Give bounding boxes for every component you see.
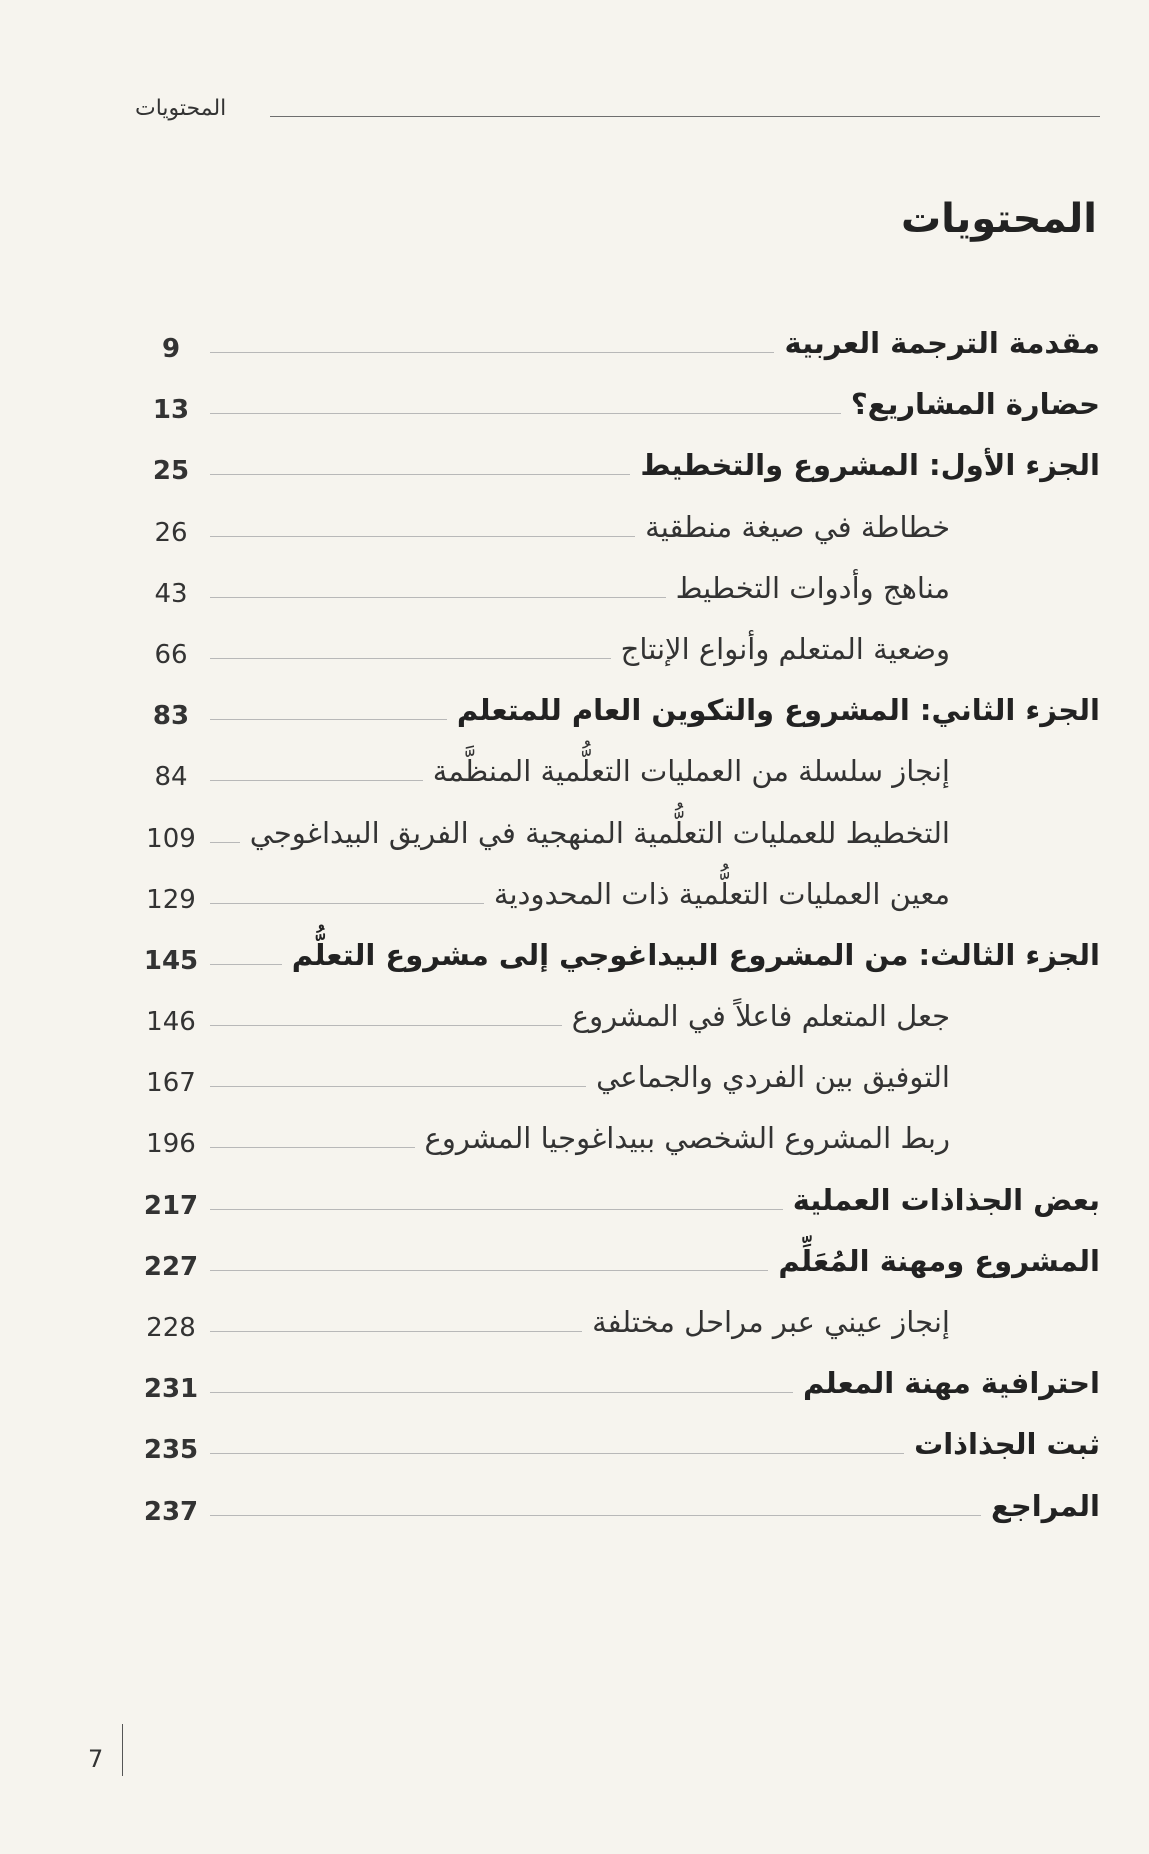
toc-leader-line xyxy=(210,964,282,965)
toc-page-number: 109 xyxy=(146,823,196,854)
toc-entry-title: بعض الجذاذات العملية xyxy=(783,1183,1100,1217)
toc-entry-title: ربط المشروع الشخصي ببيداغوجيا المشروع xyxy=(415,1121,950,1155)
toc-leader-line xyxy=(210,536,635,537)
toc-entry-title: إنجاز عيني عبر مراحل مختلفة xyxy=(582,1305,950,1339)
toc-entry[interactable] xyxy=(140,871,1100,932)
toc-entry-title: التوفيق بين الفردي والجماعي xyxy=(586,1060,950,1094)
toc-entry-title: الجزء الثاني: المشروع والتكوين العام للمتعلم xyxy=(447,693,1100,727)
header-rule xyxy=(270,116,1100,117)
toc-entry[interactable] xyxy=(140,748,1100,809)
toc-page-number: 129 xyxy=(146,884,196,915)
toc-entry-title: إنجاز سلسلة من العمليات التعلُّمية المنظَّمة xyxy=(423,754,950,788)
toc-entry[interactable] xyxy=(140,810,1100,871)
toc-entry[interactable] xyxy=(140,993,1100,1054)
toc-entry-title: مقدمة الترجمة العربية xyxy=(774,326,1100,360)
toc-page-number: 146 xyxy=(146,1007,196,1038)
toc-entry[interactable] xyxy=(140,626,1100,687)
toc-leader-line xyxy=(210,1147,415,1148)
toc-page-number: 237 xyxy=(143,1496,199,1527)
toc-entry-title: التخطيط للعمليات التعلُّمية المنهجية في الفريق البيداغوجي xyxy=(240,816,950,850)
toc-entry[interactable] xyxy=(140,932,1100,993)
toc-page-number: 227 xyxy=(143,1251,199,1282)
toc-entry[interactable] xyxy=(140,687,1100,748)
toc-page-number: 43 xyxy=(154,578,188,609)
toc-leader-line xyxy=(210,780,423,781)
toc-page-number: 228 xyxy=(146,1313,196,1343)
toc-leader-line xyxy=(210,719,447,720)
toc-page-number: 13 xyxy=(152,395,190,426)
toc-entry[interactable] xyxy=(140,1054,1100,1115)
toc-entry-title: المراجع xyxy=(981,1489,1100,1523)
toc-page-number: 196 xyxy=(146,1129,196,1160)
page-title: المحتويات xyxy=(900,196,1097,242)
toc-page-number: 235 xyxy=(143,1435,199,1466)
toc-leader-line xyxy=(210,1025,562,1026)
toc-leader-line xyxy=(210,1209,783,1210)
toc-entry[interactable] xyxy=(140,1360,1100,1421)
toc-entry-title: وضعية المتعلم وأنواع الإنتاج xyxy=(611,632,950,666)
toc-page-number: 145 xyxy=(143,945,199,976)
toc-entry-title: الجزء الثالث: من المشروع البيداغوجي إلى مشروع التعلُّم xyxy=(282,938,1100,972)
toc-entry-title: معين العمليات التعلُّمية ذات المحدودية xyxy=(484,877,950,911)
toc-leader-line xyxy=(210,842,240,843)
folio-divider xyxy=(122,1724,123,1776)
running-header xyxy=(135,92,1100,132)
toc-page-number: 83 xyxy=(152,701,190,732)
toc-entry-title: حضارة المشاريع؟ xyxy=(841,387,1100,421)
toc-entry[interactable] xyxy=(140,442,1100,503)
toc-entry-title: احترافية مهنة المعلم xyxy=(793,1366,1100,1400)
toc-leader-line xyxy=(210,352,774,353)
toc-leader-line xyxy=(210,1453,904,1454)
toc-entry[interactable] xyxy=(140,1483,1100,1544)
toc-entry[interactable] xyxy=(140,381,1100,442)
toc-leader-line xyxy=(210,474,630,475)
toc-page-number: 217 xyxy=(143,1190,199,1221)
toc-entry-title: جعل المتعلم فاعلاً في المشروع xyxy=(562,999,950,1033)
toc-entry[interactable] xyxy=(140,504,1100,565)
toc-entry[interactable] xyxy=(140,1177,1100,1238)
running-title: المحتويات xyxy=(135,96,227,121)
toc-leader-line xyxy=(210,1270,768,1271)
toc-leader-line xyxy=(210,597,666,598)
toc-leader-line xyxy=(210,1331,582,1332)
toc-leader-line xyxy=(210,1392,793,1393)
toc-leader-line xyxy=(210,658,611,659)
toc-leader-line xyxy=(210,413,841,414)
page-number: 7 xyxy=(88,1745,104,1773)
toc-page-number: 167 xyxy=(146,1068,196,1099)
toc-page-number: 26 xyxy=(154,517,188,548)
toc-page-number: 66 xyxy=(154,639,188,670)
toc-entry[interactable] xyxy=(140,1299,1100,1360)
toc-entry-title: مناهج وأدوات التخطيط xyxy=(666,571,950,605)
toc-entry[interactable] xyxy=(140,1238,1100,1299)
table-of-contents xyxy=(140,320,1100,1544)
toc-entry[interactable] xyxy=(140,1421,1100,1482)
toc-entry[interactable] xyxy=(140,1115,1100,1176)
toc-page-number: 25 xyxy=(152,456,190,487)
toc-entry[interactable] xyxy=(140,320,1100,381)
toc-entry-title: ثبت الجذاذات xyxy=(904,1427,1100,1461)
toc-leader-line xyxy=(210,903,484,904)
toc-leader-line xyxy=(210,1086,586,1087)
toc-entry-title: الجزء الأول: المشروع والتخطيط xyxy=(630,448,1100,482)
toc-leader-line xyxy=(210,1515,981,1516)
toc-entry-title: المشروع ومهنة المُعَلِّم xyxy=(768,1244,1100,1278)
toc-entry-title: خطاطة في صيغة منطقية xyxy=(635,510,950,544)
toc-entry[interactable] xyxy=(140,565,1100,626)
toc-page-number: 84 xyxy=(154,762,188,793)
toc-page-number: 9 xyxy=(161,334,181,364)
toc-page-number: 231 xyxy=(143,1374,199,1405)
